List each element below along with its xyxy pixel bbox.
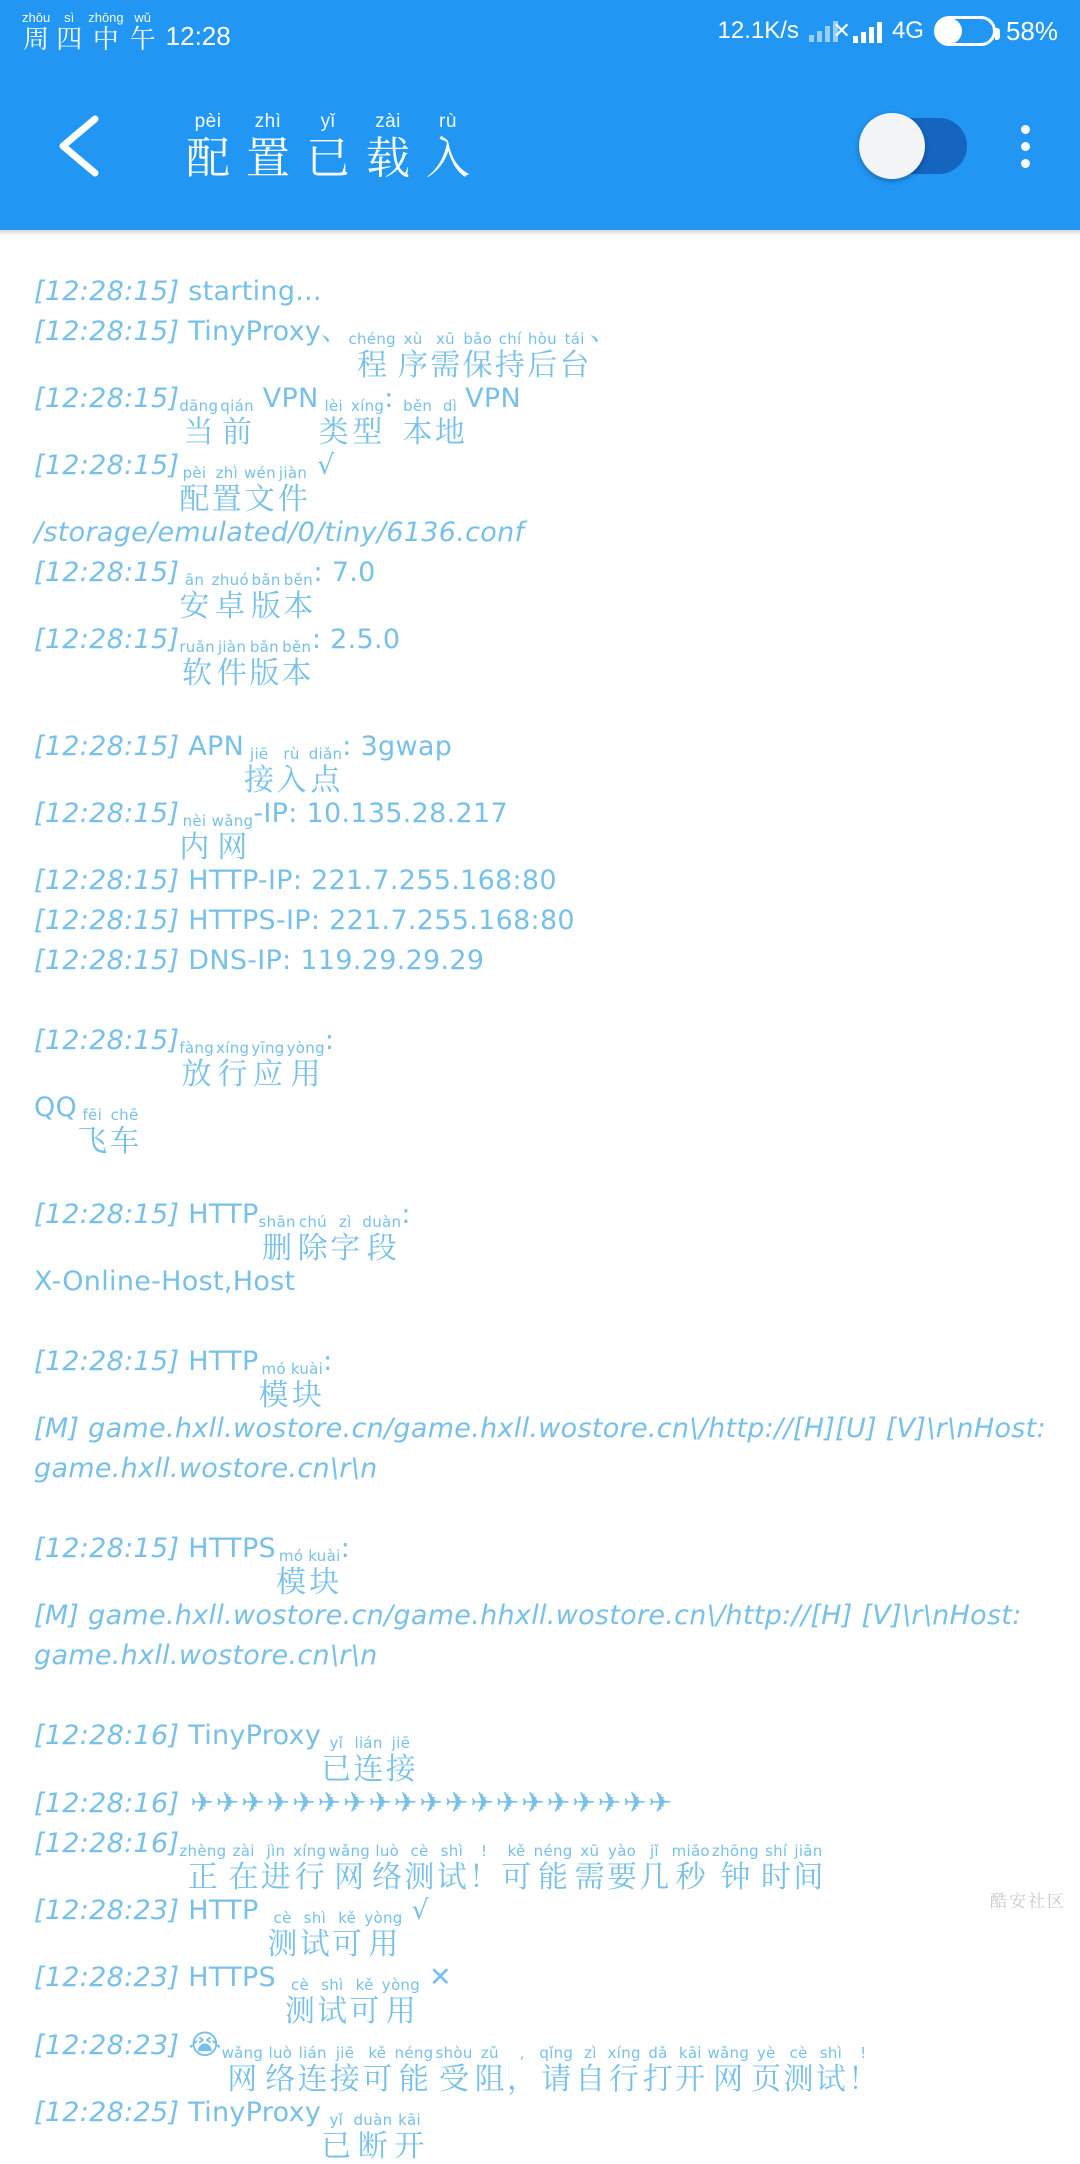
log-ruby-group — [244, 747, 342, 798]
log-line — [34, 553, 1046, 624]
ruby-char: jiē 接 — [244, 745, 275, 798]
log-line — [34, 1783, 1046, 1824]
ruby-char: ! ！ — [848, 2044, 879, 2097]
ruby-char: kāi 开 — [675, 2044, 706, 2097]
ruby-char: lián 连 — [297, 2044, 328, 2097]
log-timestamp: [12:28:15] — [34, 316, 180, 347]
log-timestamp: [12:28:16] — [34, 1788, 180, 1819]
log-ruby-group — [321, 1736, 416, 1787]
ruby-char: yǐ 已 — [321, 1734, 352, 1787]
ruby-char: xíng 行 — [293, 1842, 327, 1895]
ruby-char: shì 试 — [815, 2044, 847, 2097]
app-bar-actions — [863, 117, 1054, 176]
log-text: starting... — [179, 276, 322, 307]
log-timestamp: [12:28:15] — [34, 557, 180, 588]
log-text: HTTPS — [179, 1533, 276, 1564]
log-line — [34, 1958, 1046, 2029]
log-line — [34, 272, 1046, 312]
network-type-label: 4G — [891, 17, 924, 44]
ruby-char: yīng 应 — [251, 1039, 285, 1092]
ruby-char: běn 本 — [402, 397, 433, 450]
ruby-char: dǎ 打 — [642, 2044, 674, 2097]
ruby-char: hòu 后 — [527, 330, 558, 383]
log-ruby-group — [348, 332, 589, 383]
log-ruby-group — [179, 466, 308, 517]
ruby-char: bǎn 版 — [249, 638, 280, 691]
ruby-char: dāng 当 — [179, 397, 219, 450]
log-line — [34, 620, 1046, 691]
log-text: TinyProxy、 — [179, 316, 349, 347]
ruby-char: zǔ 阻 — [474, 2044, 506, 2097]
ruby-char: xū 需 — [430, 330, 461, 383]
log-line — [34, 1342, 1046, 1413]
log-ruby-group — [179, 1041, 325, 1092]
ruby-char: chí 持 — [494, 330, 526, 383]
log-text: √ — [308, 450, 335, 481]
ruby-char: zì 自 — [575, 2044, 606, 2097]
log-timestamp: [12:28:15] — [34, 624, 180, 655]
log-timestamp: [12:28:15] — [34, 450, 180, 481]
ruby-char: xíng 型 — [350, 397, 385, 450]
log-text: ✈✈✈✈✈✈✈✈✈✈✈✈✈✈✈✈✈✈✈ — [179, 1786, 675, 1819]
weekday-char-2: sì 四 — [56, 9, 83, 54]
log-text: HTTP — [179, 1199, 259, 1230]
ruby-char: yòng 用 — [364, 1909, 403, 1962]
app-bar — [0, 62, 1080, 230]
log-timestamp: [12:28:15] — [34, 945, 180, 976]
ruby-char: shān 删 — [258, 1213, 296, 1266]
back-arrow-icon[interactable] — [46, 111, 116, 181]
ruby-char: duàn 断 — [353, 2111, 393, 2164]
log-timestamp: [12:28:15] — [34, 905, 180, 936]
ruby-char: néng 能 — [533, 1842, 573, 1895]
ruby-char: xíng 行 — [607, 2044, 641, 2097]
ruby-char: yòng 用 — [286, 1039, 325, 1092]
log-line — [34, 941, 1046, 981]
log-text: -IP: 10.135.28.217 — [253, 798, 508, 829]
log-timestamp: [12:28:15] — [34, 1025, 180, 1056]
ruby-char: tái 台 — [559, 330, 590, 383]
log-timestamp: [12:28:25] — [34, 2097, 180, 2128]
ruby-char: luò 络 — [265, 2044, 296, 2097]
ruby-char: chú 除 — [297, 1213, 329, 1266]
log-text: : — [384, 383, 403, 414]
log-text: : 7.0 — [313, 557, 376, 588]
log-text: X-Online-Host,Host — [34, 1266, 296, 1297]
ruby-char: xù 序 — [397, 330, 429, 383]
log-text: : — [324, 1025, 335, 1056]
log-timestamp: [12:28:15] — [34, 1346, 180, 1377]
ruby-char: , ， — [507, 2044, 538, 2097]
status-bar-datetime — [22, 11, 231, 52]
ruby-char: wǎng 网 — [211, 812, 254, 865]
log-timestamp: [12:28:23] — [34, 2030, 180, 2061]
battery-percent: 58% — [1005, 15, 1058, 46]
overflow-menu-icon[interactable] — [1013, 117, 1038, 176]
title-char-2: zhì 置 — [246, 110, 290, 183]
log-line — [34, 1596, 1046, 1676]
log-timestamp: [12:28:16] — [34, 1720, 180, 1751]
ruby-char: cè 测 — [783, 2044, 814, 2097]
ruby-char: cè 测 — [404, 1842, 435, 1895]
log-text: HTTP — [179, 1346, 259, 1377]
ruby-char: jiē 接 — [329, 2044, 361, 2097]
log-blank-line — [34, 1155, 1046, 1195]
ruby-char: yòng 用 — [381, 1976, 421, 2029]
ruby-char: wén 文 — [243, 464, 276, 517]
log-blank-line — [34, 1302, 1046, 1342]
log-ruby-group — [276, 1549, 341, 1600]
log-line — [34, 1409, 1055, 1489]
ruby-char: yào 要 — [606, 1842, 638, 1895]
log-text: HTTPS — [179, 1962, 285, 1993]
log-timestamp: [12:28:23] — [34, 1962, 180, 1993]
log-timestamp: [12:28:15] — [34, 1199, 180, 1230]
battery-icon — [934, 16, 996, 46]
log-text: [M] game.hxll.wostore.cn/game.hhxll.wostore.cn\/http://[H] [V]\r\nHost: game.hxll.wostore.cn\r\n — [34, 1600, 1031, 1671]
ruby-char: qián 前 — [220, 397, 254, 450]
ruby-char: cè 测 — [284, 1976, 316, 2029]
ruby-char: pèi 配 — [179, 464, 210, 517]
log-line — [34, 1891, 1046, 1962]
page-title — [186, 112, 470, 181]
ruby-char: kuài 块 — [308, 1547, 341, 1600]
log-line — [34, 446, 1046, 517]
ruby-char: nèi 内 — [179, 812, 210, 865]
ruby-char: néng 能 — [394, 2044, 434, 2097]
title-char-1: pèi 配 — [186, 110, 230, 183]
log-text: : 2.5.0 — [311, 624, 401, 655]
ruby-char: jiàn 件 — [277, 464, 309, 517]
ruby-char: wǎng 网 — [221, 2044, 264, 2097]
log-ruby-group — [179, 640, 312, 691]
ruby-char: zhuó 卓 — [211, 571, 249, 624]
log-timestamp: [12:28:15] — [34, 276, 180, 307]
log-ruby-group — [285, 1978, 420, 2029]
log-text: : — [323, 1346, 333, 1377]
ruby-char: ruǎn 软 — [179, 638, 215, 691]
ruby-char: běn 本 — [283, 571, 314, 624]
log-timestamp: [12:28:15] — [34, 1533, 180, 1564]
ruby-char: jiān 间 — [793, 1842, 824, 1895]
log-timestamp: [12:28:23] — [34, 1895, 180, 1926]
log-text: HTTPS-IP: 221.7.255.168:80 — [179, 905, 575, 936]
log-text: /storage/emulated/0/tiny/6136.conf — [34, 517, 525, 548]
ruby-char: zhōng 钟 — [711, 1842, 760, 1895]
ruby-char: xíng 行 — [216, 1039, 250, 1092]
ruby-char: lián 连 — [353, 1734, 384, 1787]
status-bar-indicators — [718, 16, 1058, 47]
noon-char-2: wǔ 午 — [129, 9, 156, 54]
weekday-char-1: zhōu 周 — [22, 9, 51, 54]
log-timestamp: [12:28:15] — [34, 865, 180, 896]
log-ruby-group — [77, 1108, 140, 1159]
log-text: ✕ — [420, 1962, 452, 1993]
log-line — [34, 727, 1046, 798]
log-ruby-group — [179, 814, 253, 865]
ruby-char: shí 时 — [761, 1842, 792, 1895]
log-line — [34, 1824, 1046, 1895]
title-char-3: yǐ 已 — [306, 110, 350, 183]
signal-no-service-icon: ✕ — [809, 18, 843, 44]
log-ruby-group — [259, 1215, 402, 1266]
log-text: VPN — [465, 383, 521, 414]
ruby-char: qǐng 请 — [539, 2044, 574, 2097]
log-text: 😭 — [179, 2028, 222, 2061]
ruby-char: shì 试 — [436, 1842, 468, 1895]
status-bar — [0, 0, 1080, 62]
log-text: [M] game.hxll.wostore.cn/game.hxll.wostore.cn\/http://[H][U] [V]\r\nHost: game.hxll.wostore.cn\r\n — [34, 1413, 1055, 1484]
ruby-char: běn 本 — [281, 638, 312, 691]
ruby-char: kě 可 — [362, 2044, 393, 2097]
log-text: VPN — [253, 383, 319, 414]
ruby-char: kuài 块 — [290, 1360, 324, 1413]
log-line — [34, 861, 1046, 901]
log-blank-line — [34, 1489, 1046, 1529]
ruby-char: dì 地 — [434, 397, 466, 450]
log-timestamp: [12:28:15] — [34, 383, 180, 414]
ruby-char: zhì 置 — [211, 464, 242, 517]
ruby-char: duàn 段 — [362, 1213, 402, 1266]
log-ruby-group — [267, 1911, 402, 1962]
log-line — [34, 379, 1046, 450]
log-line — [34, 1716, 1046, 1787]
log-blank-line — [34, 981, 1046, 1021]
log-ruby-group — [179, 1844, 823, 1895]
log-line — [34, 1529, 1046, 1600]
log-text: HTTP — [179, 1895, 268, 1926]
ruby-char: kāi 开 — [394, 2111, 425, 2164]
log-text: √ — [402, 1895, 430, 1926]
log-timestamp: [12:28:15] — [34, 731, 180, 762]
log-ruby-group — [222, 2046, 879, 2097]
ruby-char: shòu 受 — [435, 2044, 473, 2097]
ruby-char: yè 页 — [751, 2044, 782, 2097]
log-line — [34, 1262, 1046, 1302]
log-line — [34, 901, 1046, 941]
ruby-char: kě 可 — [501, 1842, 532, 1895]
log-line — [34, 1021, 1046, 1092]
ruby-char: jiàn 件 — [216, 638, 248, 691]
log-text: DNS-IP: 119.29.29.29 — [179, 945, 485, 976]
log-text: TinyProxy — [179, 1720, 322, 1751]
ruby-char: jìn 进 — [260, 1842, 292, 1895]
ruby-char: miǎo 秒 — [671, 1842, 710, 1895]
ruby-char: luò 络 — [372, 1842, 403, 1895]
log-ruby-group — [319, 399, 385, 450]
log-line — [34, 312, 1046, 383]
log-ruby-group — [259, 1362, 324, 1413]
ruby-char: chē 车 — [109, 1106, 140, 1159]
ruby-char: bǎo 保 — [462, 330, 493, 383]
ruby-char: jiē 接 — [385, 1734, 417, 1787]
ruby-char: xū 需 — [574, 1842, 605, 1895]
ruby-char: kě 可 — [332, 1909, 363, 1962]
signal-strength-icon — [853, 19, 882, 43]
watermark: 酷安社区 — [990, 1892, 1066, 1911]
ruby-char: diǎn 点 — [308, 745, 343, 798]
ruby-char: shì 试 — [317, 1976, 348, 2029]
log-text: : — [401, 1199, 411, 1230]
ruby-char: kě 可 — [349, 1976, 380, 2029]
ruby-char: jǐ 几 — [639, 1842, 670, 1895]
ruby-char: cè 测 — [267, 1909, 298, 1962]
log-text: : — [340, 1533, 350, 1564]
log-ruby-group — [403, 399, 466, 450]
log-blank-line — [34, 1676, 1046, 1716]
ruby-char: lèi 类 — [318, 397, 349, 450]
log-line — [34, 794, 1046, 865]
log-ruby-group — [321, 2113, 425, 2164]
ruby-char: ! ！ — [469, 1842, 500, 1895]
log-output[interactable] — [0, 236, 1080, 2164]
ruby-char: zài 在 — [228, 1842, 259, 1895]
ruby-char: chéng 程 — [348, 330, 396, 383]
ruby-char: fàng 放 — [179, 1039, 215, 1092]
log-line — [34, 1195, 1046, 1266]
log-line — [34, 2093, 1046, 2164]
title-char-4: zài 载 — [366, 110, 410, 183]
log-line — [34, 513, 1046, 553]
log-text: TinyProxy — [179, 2097, 322, 2128]
ruby-char: fēi 飞 — [77, 1106, 108, 1159]
log-line — [34, 2025, 1046, 2097]
log-blank-line — [34, 687, 1046, 727]
ruby-char: zhèng 正 — [179, 1842, 227, 1895]
ruby-char: rù 入 — [276, 745, 307, 798]
log-line — [34, 1088, 1046, 1159]
log-text: APN — [179, 731, 245, 762]
ruby-char: ān 安 — [179, 571, 210, 624]
vpn-toggle-switch[interactable] — [863, 118, 967, 174]
log-timestamp: [12:28:16] — [34, 1828, 180, 1859]
ruby-char: wǎng 网 — [328, 1842, 371, 1895]
toggle-thumb — [859, 113, 925, 179]
ruby-char: yǐ 已 — [321, 2111, 352, 2164]
log-text: 、 — [589, 316, 618, 347]
log-text: QQ — [34, 1092, 78, 1123]
log-ruby-group — [179, 399, 254, 450]
ruby-char: mó 模 — [258, 1360, 289, 1413]
network-speed: 12.1K/s — [717, 17, 799, 44]
ruby-char: bǎn 版 — [250, 571, 282, 624]
log-timestamp: [12:28:15] — [34, 798, 180, 829]
ruby-char: wǎng 网 — [707, 2044, 750, 2097]
log-ruby-group — [179, 573, 313, 624]
ruby-char: zì 字 — [330, 1213, 361, 1266]
log-text: : 3gwap — [342, 731, 453, 762]
noon-char-1: zhōng 中 — [88, 9, 124, 54]
ruby-char: mó 模 — [275, 1547, 307, 1600]
title-char-5: rù 入 — [426, 110, 470, 183]
ruby-char: shì 试 — [299, 1909, 331, 1962]
log-text: HTTP-IP: 221.7.255.168:80 — [179, 865, 557, 896]
clock-time: 12:28 — [165, 20, 231, 51]
